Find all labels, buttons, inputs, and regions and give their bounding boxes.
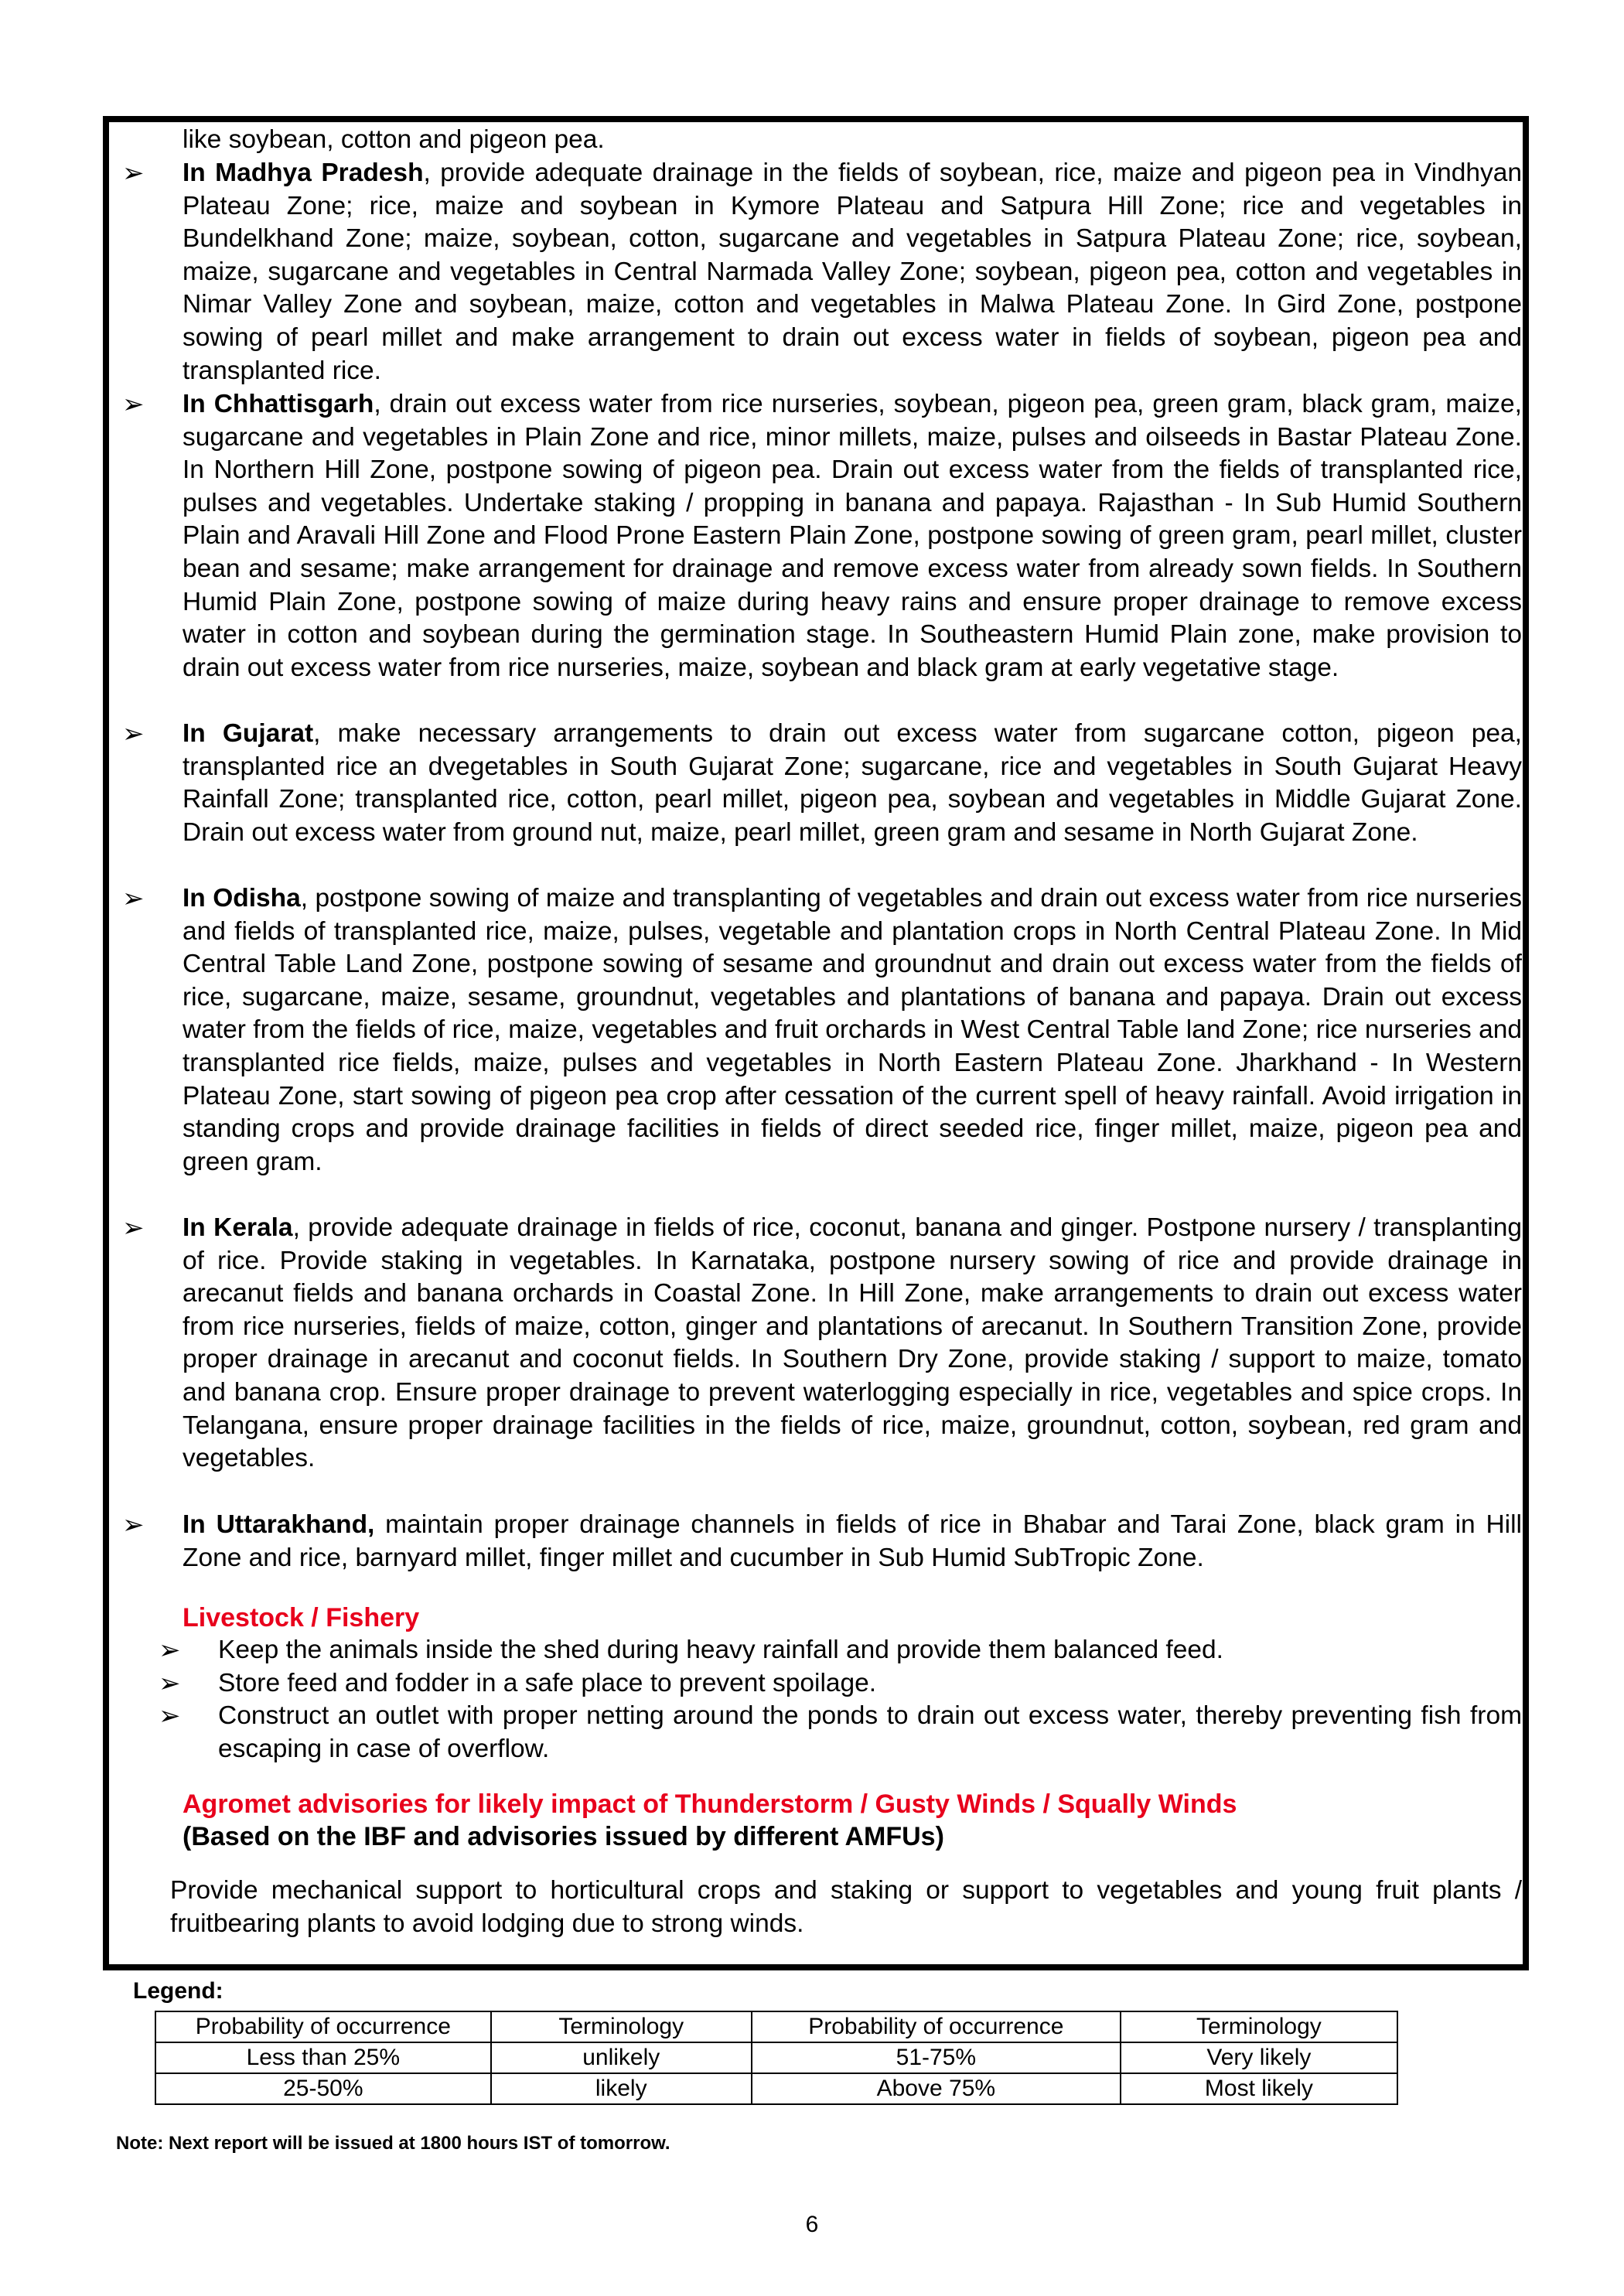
table-cell: Very likely — [1121, 2042, 1397, 2073]
legend-title: Legend: — [133, 1978, 223, 2004]
table-header-cell: Terminology — [491, 2011, 752, 2042]
table-header-cell: Probability of occurrence — [752, 2011, 1121, 2042]
bullet-gujarat — [122, 718, 1522, 849]
bullet-kerala — [122, 1212, 1522, 1476]
state-text: , postpone sowing of maize and transplanting of vegetables and drain out excess water from rice nurseries and fields of transplanted rice, maize, pulses, vegetable and plantation crops in North Central Plateau Zone. In Mid Central Table Land Zone, postpone sowing of sesame and groundnut and drain out excess water from the fields of rice, sugarcane, maize, sesame, groundnut, vegetables and plantations of banana and papaya. Drain out excess water from the fields of rice, maize, vegetables and fruit orchards in West Central Table land Zone; rice nurseries and transplanted rice fields, maize, pulses and vegetables in North Eastern Plateau Zone. Jharkhand - In Western Plateau Zone, start sowing of pigeon pea crop after cessation of the current spell of heavy rainfall. Avoid irrigation in standing crops and provide drainage facilities in fields of direct seeded rice, finger millet, maize, pigeon pea and green gram. — [183, 884, 1522, 1176]
agromet-heading: Agromet advisories for likely impact of Thunderstorm / Gusty Winds / Squally Winds — [183, 1789, 1237, 1819]
state-text: maintain proper drainage channels in fields of rice in Bhabar and Tarai Zone, black gram in Hill Zone and rice, barnyard millet, finger millet and cucumber in Sub Humid SubTropic Zone. — [183, 1510, 1522, 1572]
state-text: , drain out excess water from rice nurseries, soybean, pigeon pea, green gram, black gram, maize, sugarcane and vegetables in Plain Zone and rice, minor millets, maize, pulses and oilseeds in Bastar Plateau Zone. In Northern Hill Zone, postpone sowing of pigeon pea. Drain out excess water from the fields of transplanted rice, pulses and vegetables. Undertake staking / propping in banana and papaya. Rajasthan - In Sub Humid Southern Plain and Aravali Hill Zone and Flood Prone Eastern Plain Zone, postpone sowing of green gram, pearl millet, cluster bean and sesame; make arrangement for drainage and remove excess water from already sown fields. In Southern Humid Plain Zone, postpone sowing of maize during heavy rains and ensure proper drainage to remove excess water in cotton and soybean during the germination stage. In Southeastern Humid Plain zone, make provision to drain out excess water from rice nurseries, maize, soybean and black gram at early vegetative stage. — [183, 390, 1522, 682]
livestock-heading: Livestock / Fishery — [183, 1603, 420, 1632]
agromet-text: Provide mechanical support to horticultural crops and staking or support to vegetables and young fruit plants / fruitbearing plants to avoid lodging due to strong winds. — [170, 1876, 1522, 1938]
table-cell: Above 75% — [752, 2073, 1121, 2104]
legend-table — [155, 2011, 1398, 2105]
table-cell: Less than 25% — [155, 2042, 491, 2073]
table-header-row — [155, 2011, 1397, 2042]
state-text: , provide adequate drainage in the fields of soybean, rice, maize and pigeon pea in Vindhyan Plateau Zone; rice, maize and soybean in Kymore Plateau and Satpura Hill Zone; rice and vegetables in Bundelkhand Zone; maize, soybean, cotton, sugarcane and vegetables in Satpura Plateau Zone; rice, soybean, maize, sugarcane and vegetables in Central Narmada Valley Zone; soybean, pigeon pea, cotton and vegetables in Nimar Valley Zone and soybean, maize, cotton and vegetables in Malwa Plateau Zone. In Gird Zone, postpone sowing of pearl millet and make arrangement to drain out excess water in fields of soybean, pigeon pea and transplanted rice. — [183, 159, 1523, 385]
table-row — [155, 2073, 1397, 2104]
livestock-item: ➢ Keep the animals inside the shed during heavy rainfall and provide them balanced feed. — [159, 1634, 1522, 1667]
arrow-bullet-icon: ➢ — [122, 1213, 145, 1243]
state-name: In Kerala — [183, 1213, 293, 1242]
table-cell: likely — [491, 2073, 752, 2104]
arrow-bullet-icon: ➢ — [122, 884, 145, 913]
table-cell: 51-75% — [752, 2042, 1121, 2073]
state-name: In Chhattisgarh — [183, 390, 374, 418]
arrow-bullet-icon: ➢ — [122, 159, 145, 188]
arrow-bullet-icon: ➢ — [159, 1669, 181, 1698]
bullet-madhya-pradesh — [122, 157, 1522, 387]
table-row — [155, 2042, 1397, 2073]
arrow-bullet-icon: ➢ — [159, 1701, 181, 1731]
state-name: In Odisha — [183, 884, 301, 913]
page-number: 6 — [805, 2212, 819, 2237]
livestock-item: ➢ Store feed and fodder in a safe place to prevent spoilage. — [159, 1667, 1522, 1701]
livestock-item: ➢ Construct an outlet with proper netting around the ponds to drain out excess water, thereby preventing fish from escaping in case of overflow. — [159, 1701, 1522, 1763]
arrow-bullet-icon: ➢ — [122, 1510, 145, 1540]
bullet-odisha — [122, 882, 1522, 1179]
table-cell: unlikely — [491, 2042, 752, 2073]
state-name: In Madhya Pradesh — [183, 159, 424, 187]
state-text: , make necessary arrangements to drain out excess water from sugarcane cotton, pigeon pea, transplanted rice an dvegetables in South Gujarat Zone; sugarcane, rice and vegetables in South Gujarat Heavy Rainfall Zone; transplanted rice, cotton, pearl millet, pigeon pea, soybean and vegetables in Middle Gujarat Zone. Drain out excess water from ground nut, maize, pearl millet, green gram and sesame in North Gujarat Zone. — [183, 719, 1522, 847]
table-header-cell: Terminology — [1121, 2011, 1397, 2042]
state-text: , provide adequate drainage in fields of rice, coconut, banana and ginger. Postpone nursery / transplanting of rice. Provide staking in vegetables. In Karnataka, postpone nursery sowing of rice and provide drainage in arecanut fields and banana orchards in Coastal Zone. In Hill Zone, make arrangements to drain out excess water from rice nurseries, fields of maize, cotton, ginger and plantations of arecanut. In Southern Transition Zone, provide proper drainage in arecanut and coconut fields. In Southern Dry Zone, provide staking / support to maize, tomato and banana crop. Ensure proper drainage to prevent waterlogging especially in rice, vegetables and spice crops. In Telangana, ensure proper drainage facilities in the fields of rice, maize, groundnut, cotton, soybean, red gram and vegetables. — [183, 1213, 1522, 1473]
agromet-subheading: (Based on the IBF and advisories issued by different AMFUs) — [183, 1822, 944, 1851]
table-cell: 25-50% — [155, 2073, 491, 2104]
arrow-bullet-icon: ➢ — [122, 390, 145, 419]
arrow-bullet-icon: ➢ — [122, 719, 145, 749]
continuation-text: like soybean, cotton and pigeon pea. — [183, 125, 605, 154]
table-header-cell: Probability of occurrence — [155, 2011, 491, 2042]
arrow-bullet-icon: ➢ — [159, 1636, 181, 1665]
bullet-chhattisgarh — [122, 388, 1522, 684]
table-cell: Most likely — [1121, 2073, 1397, 2104]
state-name: In Uttarakhand, — [183, 1510, 375, 1539]
state-name: In Gujarat — [183, 719, 314, 748]
footer-note: Note: Next report will be issued at 1800 hours IST of tomorrow. — [116, 2133, 670, 2154]
bullet-uttarakhand — [122, 1509, 1522, 1574]
